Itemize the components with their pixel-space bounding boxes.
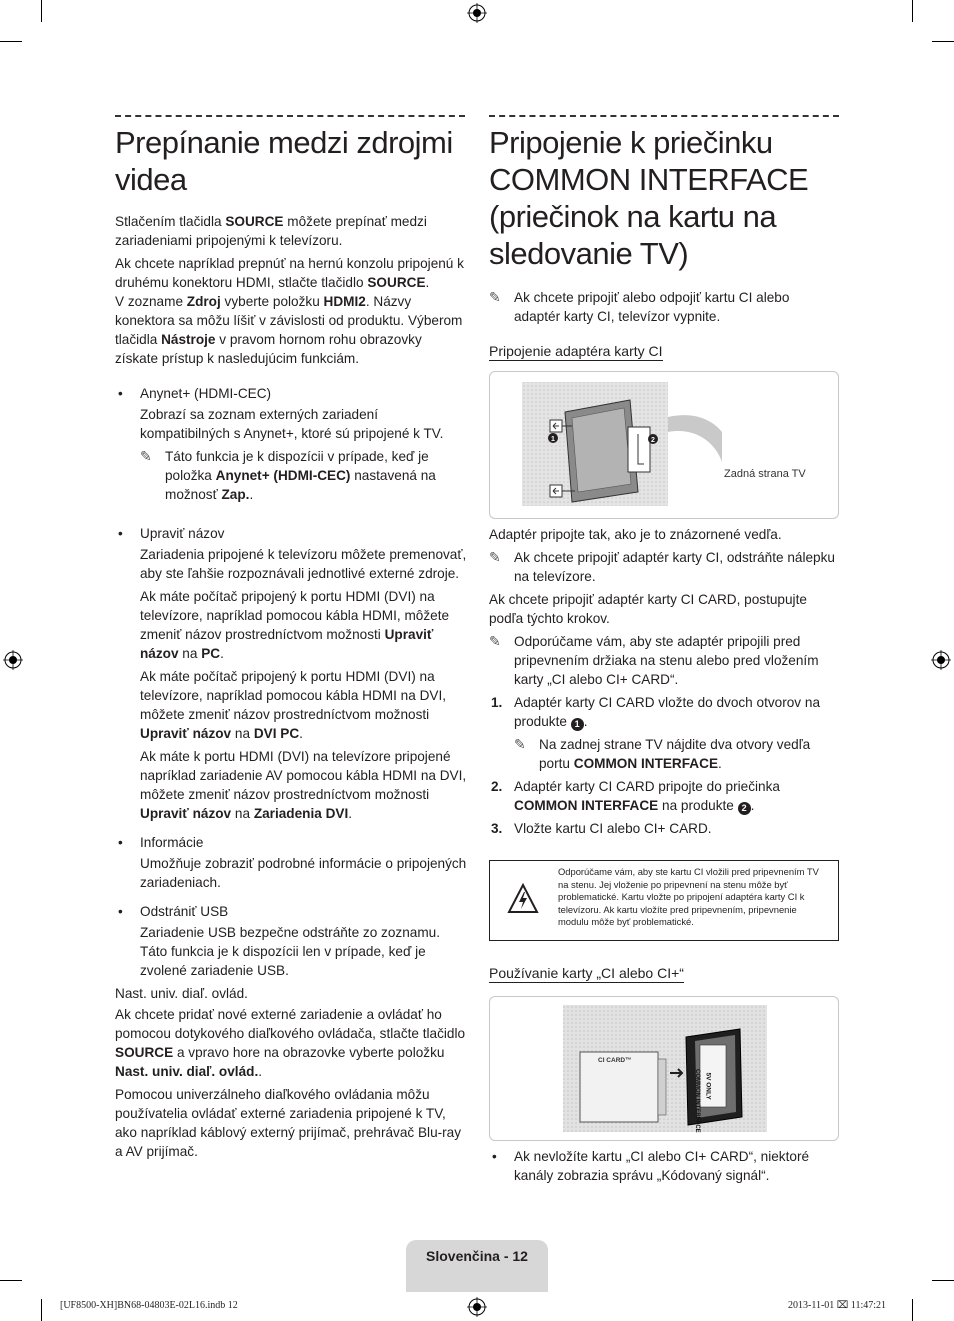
bullet-text: Ak máte k portu HDMI (DVI) na televízore pripojené napríklad zariadenie AV pomocou kábla HDMI na DVI, môžete zmeniť názov prostredníctvom možnosti Upraviť názov na Zariadenia DVI. <box>140 749 467 821</box>
registration-mark-icon <box>467 1297 487 1317</box>
final-bullet <box>489 1147 839 1185</box>
section-divider <box>115 115 465 117</box>
ci-card-illustration <box>490 997 838 1140</box>
bullet-icon: • <box>118 526 123 541</box>
print-slug: [UF8500-XH]BN68-04803E-02L16.indb 12 <box>60 1300 238 1311</box>
bullet-text: Ak máte počítač pripojený k portu HDMI (DVI) na televízore, napríklad pomocou kábla HDMI na DVI, môžete zmeniť názov prostredníctvom možnosti Upraviť názov na DVI PC. <box>140 669 447 741</box>
body-paragraph: Ak chcete pripojiť adaptér karty CI CARD, postupujte podľa týchto krokov. <box>489 592 807 626</box>
intro-paragraph: Ak chcete napríklad prepnúť na hernú konzolu pripojenú k druhému konektoru HDMI, stlačte tlačidlo SOURCE. <box>115 256 464 290</box>
print-timestamp: 2013-11-01 ⌧ 11:47:21 <box>788 1300 886 1311</box>
lightning-warning-icon <box>507 883 539 915</box>
bullet-icon: • <box>492 1149 497 1164</box>
step-item: 3. Vložte kartu CI alebo CI+ CARD. <box>491 821 712 836</box>
svg-text:2: 2 <box>651 437 655 444</box>
bullet-icon: • <box>118 904 123 919</box>
step-marker: 2 <box>738 802 751 815</box>
bullet-item <box>115 902 467 980</box>
subsection-heading <box>489 965 684 983</box>
pencil-note-icon: ✎ <box>140 448 152 464</box>
subsection-heading <box>489 343 663 361</box>
bullet-title: Odstrániť USB <box>140 904 229 919</box>
bullet-title: Upraviť názov <box>140 526 225 541</box>
pencil-note-icon: ✎ <box>489 549 501 565</box>
subsection-title: Pripojenie adaptéra karty CI <box>489 343 663 359</box>
title-line: (priečinok na kartu na <box>489 199 777 234</box>
svg-text:1: 1 <box>551 436 555 443</box>
ci-adapter-illustration <box>490 372 838 518</box>
subsection-title: Nast. univ. diaľ. ovlád. <box>115 986 248 1001</box>
bullet-text: Ak máte počítač pripojený k portu HDMI (DVI) na televízore, napríklad pomocou kábla HDMI, môžete zmeniť názov prostredníctvom možnosti Upraviť názov na PC. <box>140 589 450 661</box>
subsection-title: Používanie karty „CI alebo CI+“ <box>489 965 684 981</box>
bullet-text: Zariadenia pripojené k televízoru môžete premenovať, aby ste ľahšie rozpoznávali jednotlivé externé zdroje. <box>140 547 467 581</box>
module-label: COMMON INTERFACE <box>694 1069 700 1133</box>
registration-mark-icon <box>931 650 951 670</box>
bullet-item <box>115 384 467 504</box>
registration-mark-icon <box>3 650 23 670</box>
intro-paragraph: V zozname Zdroj vyberte položku HDMI2. Názvy konektora sa môžu líšiť v závislosti od produktu. Výberom tlačidla Nástroje v pravom hornom rohu obrazovky získate prístup k nasledujúcim funkciám. <box>115 294 463 366</box>
pencil-note-icon: ✎ <box>489 633 501 649</box>
crop-mark <box>0 1280 22 1281</box>
note: ✎ Na zadnej strane TV nájdite dva otvory vedľa portu COMMON INTERFACE. <box>514 736 811 771</box>
step-marker: 1 <box>571 718 584 731</box>
page-number: Slovenčina - 12 <box>426 1248 528 1264</box>
title-line: videa <box>115 162 187 197</box>
pencil-note-icon: ✎ <box>514 736 526 752</box>
bullet-item: • Ak nevložíte kartu „CI alebo CI+ CARD“, niektoré kanály zobrazia správu „Kódovaný signál“. <box>492 1149 810 1183</box>
body-paragraph: Ak chcete pridať nové externé zariadenie a ovládať ho pomocou dotykového diaľkového ovládača, stlačte tlačidlo SOURCE a vpravo hore na obrazovke vyberte položku Nast. univ. diaľ. ovlád.. <box>115 1007 466 1079</box>
left-column <box>115 124 467 1165</box>
intro-paragraph: Stlačením tlačidla SOURCE môžete prepínať medzi zariadeniami pripojenými k televízoru. <box>115 214 427 248</box>
right-column-body <box>489 525 839 838</box>
title-line: Prepínanie medzi zdrojmi <box>115 125 453 160</box>
ci-card-label: CI CARD™ <box>598 1057 632 1064</box>
body-paragraph: Adaptér pripojte tak, ako je to znázornené vedľa. <box>489 527 782 542</box>
note: ✎ Ak chcete pripojiť adaptér karty CI, odstráňte nálepku na televízore. <box>489 549 835 584</box>
step-item: 2. Adaptér karty CI CARD pripojte do priečinka COMMON INTERFACE na produkte 2 . <box>491 779 780 813</box>
right-column <box>489 124 839 326</box>
pencil-note-icon: ✎ <box>489 289 501 305</box>
section-divider <box>489 115 839 117</box>
bullet-icon: • <box>118 386 123 401</box>
section-title <box>489 124 839 272</box>
figure-caption: Zadná strana TV <box>724 468 806 480</box>
crop-mark <box>0 41 22 42</box>
note: ✎ Odporúčame vám, aby ste adaptér pripojili pred pripevnením držiaka na stenu alebo pred vložením karty „CI alebo CI+ CARD“. <box>489 633 819 687</box>
section-title <box>115 124 467 198</box>
crop-mark <box>41 0 42 22</box>
crop-mark <box>932 1280 954 1281</box>
bullet-title: Anynet+ (HDMI-CEC) <box>140 386 272 401</box>
note: ✎ Táto funkcia je k dispozícii v prípade, keď je položka Anynet+ (HDMI-CEC) nastavená na možnosť Zap.. <box>140 448 436 502</box>
step-number: 1. <box>491 695 503 710</box>
note: ✎ Ak chcete pripojiť alebo odpojiť kartu CI alebo adaptér karty CI, televízor vypnite. <box>489 289 790 324</box>
crop-mark <box>912 1299 913 1321</box>
title-line: sledovanie TV) <box>489 236 689 271</box>
title-line: Pripojenie k priečinku <box>489 125 773 160</box>
registration-mark-icon <box>467 3 487 23</box>
crop-mark <box>912 0 913 22</box>
step-number: 2. <box>491 779 503 794</box>
warning-box <box>489 860 839 941</box>
body-paragraph: Pomocou univerzálneho diaľkového ovládania môžu používatelia ovládať externé zariadenia pripojené k TV, ako napríklad káblový externý prijímač, prehrávač Blu-ray a AV prijímač. <box>115 1087 462 1159</box>
title-line: COMMON INTERFACE <box>489 162 809 197</box>
warning-text: Odporúčame vám, aby ste kartu CI vložili pred pripevnením TV na stenu. Jej vloženie po pripevnení na stenu môže byť problematické. Kartu vložte po pripojení adaptéra karty CI k televízoru. Ak kartu vložíte pred pripevnením, pripevnenie modulu môže byť problematické. <box>558 866 819 928</box>
adapter-figure <box>489 371 839 519</box>
crop-mark <box>41 1299 42 1321</box>
bullet-title: Informácie <box>140 835 204 850</box>
bullet-item <box>115 833 467 892</box>
step-number: 3. <box>491 821 503 836</box>
bullet-icon: • <box>118 835 123 850</box>
bullet-text: Umožňuje zobraziť podrobné informácie o pripojených zariadeniach. <box>140 856 467 890</box>
bullet-item <box>115 524 467 823</box>
bullet-text: Zobrazí sa zoznam externých zariadení kompatibilných s Anynet+, ktoré sú pripojené k TV. <box>140 407 444 441</box>
crop-mark <box>932 41 954 42</box>
step-item: 1. Adaptér karty CI CARD vložte do dvoch otvorov na produkte 1 . <box>491 695 820 729</box>
bullet-text: Zariadenie USB bezpečne odstráňte zo zoznamu. Táto funkcia je k dispozícii len v prípade, keď je zvolené zariadenie USB. <box>140 925 440 978</box>
module-label: 5V ONLY <box>704 1072 712 1100</box>
ci-card-figure <box>489 996 839 1141</box>
